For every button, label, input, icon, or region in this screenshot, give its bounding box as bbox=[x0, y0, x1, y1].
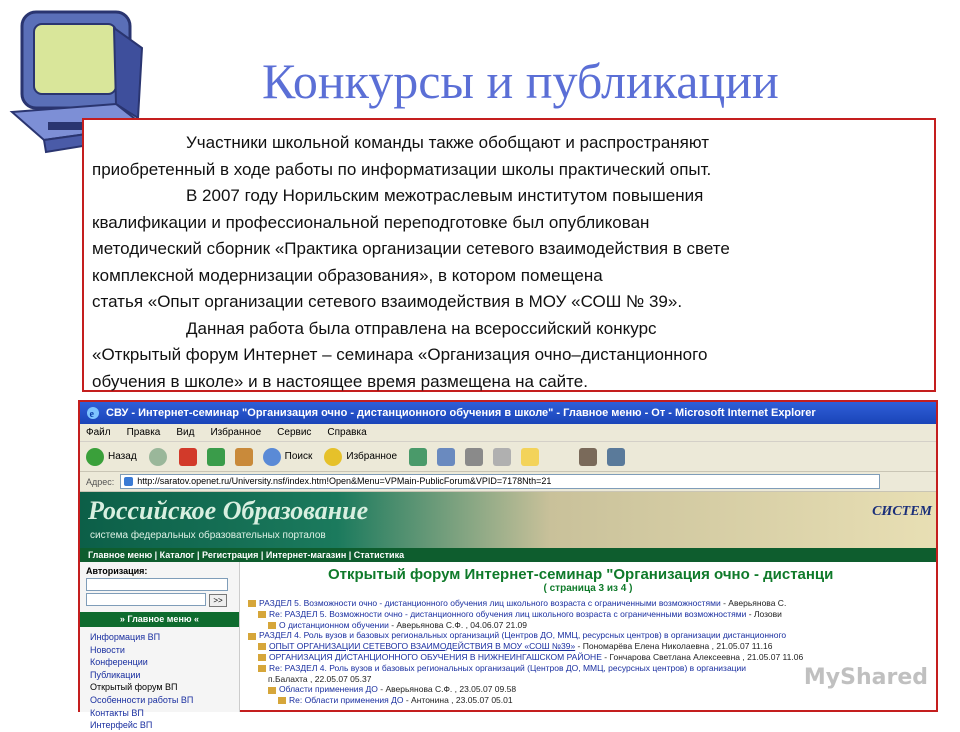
edit-icon[interactable] bbox=[493, 448, 511, 466]
login-button[interactable]: >> bbox=[209, 594, 227, 607]
slide-title: Конкурсы и публикации bbox=[262, 53, 779, 109]
browser-window-title: СВУ - Интернет-семинар "Организация очно - дистанционного обучения в школе" - Главное меню - От - Microsoft Internet Explorer bbox=[106, 407, 816, 419]
refresh-icon[interactable] bbox=[207, 448, 225, 466]
browser-screenshot bbox=[78, 400, 938, 731]
thread-title[interactable]: Re: РАЗДЕЛ 5. Возможности очно - дистанционного обучения лиц школьного возраста с ограниченными возможностями bbox=[269, 608, 747, 619]
thread-meta: - Аверьянова С. bbox=[720, 598, 787, 608]
paragraph-line: методический сборник «Практика организации сетевого взаимодействия в свете bbox=[92, 239, 730, 258]
sidebar-item-news[interactable]: Новости bbox=[90, 644, 125, 655]
folder-icon[interactable] bbox=[521, 448, 539, 466]
forum-thread-row[interactable] bbox=[248, 620, 928, 631]
search-button[interactable] bbox=[263, 448, 313, 466]
site-header bbox=[80, 492, 936, 548]
menu-view[interactable]: Вид bbox=[176, 427, 195, 438]
thread-title[interactable]: Re: РАЗДЕЛ 4. Роль вузов и базовых региональных организаций (Центров ДО, ММЦ, ресурсных центров) в организации bbox=[269, 662, 747, 673]
back-button-label: Назад bbox=[108, 451, 137, 462]
browser-toolbar bbox=[80, 442, 936, 472]
thread-meta: - Аверьянова С.Ф. , 23.05.07 09.58 bbox=[377, 684, 517, 695]
paragraph-line: «Открытый форум Интернет – семинара «Организация очно–дистанционного bbox=[92, 345, 708, 364]
password-row bbox=[86, 593, 233, 608]
paragraph-line: квалификации и профессиональной переподготовке был опубликован bbox=[92, 212, 650, 232]
star-icon bbox=[324, 448, 342, 466]
site-nav-bar[interactable]: Главное меню | Каталог | Регистрация | Интернет-магазин | Статистика bbox=[80, 548, 936, 562]
thread-title[interactable]: ОПЫТ ОРГАНИЗАЦИИ СЕТЕВОГО ВЗАИМОДЕЙСТВИЯ В МОУ «СОШ №39» bbox=[269, 641, 576, 652]
sidebar-item-info[interactable]: Информация ВП bbox=[90, 632, 161, 642]
forum-page-indicator: ( страница 3 из 4 ) bbox=[543, 583, 633, 594]
sidebar-item-interface[interactable]: Интерфейс ВП bbox=[90, 720, 153, 731]
paragraph-line: В 2007 году Норильским межотраслевым институтом повышения bbox=[186, 186, 704, 205]
thread-title[interactable]: Области применения ДО bbox=[279, 684, 378, 695]
thread-icon bbox=[278, 697, 286, 704]
thread-icon bbox=[258, 665, 266, 672]
menu-tools[interactable]: Сервис bbox=[277, 427, 312, 438]
paragraph-line: Данная работа была отправлена на всероссийский конкурс bbox=[186, 318, 657, 338]
address-label: Адрес: bbox=[86, 476, 115, 487]
thread-meta: - Лозови bbox=[746, 608, 782, 619]
menu-favorites[interactable]: Избранное bbox=[210, 427, 262, 438]
internet-explorer-icon bbox=[86, 406, 100, 420]
address-field[interactable]: http://saratov.openet.ru/University.nsf/index.htm!Open&Menu=VPMain-PublicForum&VPID=7178Nth=21 bbox=[120, 474, 880, 489]
browser-menu-bar bbox=[80, 424, 936, 442]
forum-thread-row[interactable] bbox=[248, 695, 928, 706]
thread-icon bbox=[268, 622, 276, 629]
watermark-logo: MyShared bbox=[803, 665, 928, 690]
thread-title[interactable]: ОРГАНИЗАЦИЯ ДИСТАНЦИОННОГО ОБУЧЕНИЯ В НИЖНЕИНГАШСКОМ РАЙОНЕ bbox=[269, 651, 602, 662]
thread-meta: - Пономарёва Елена Николаевна , 21.05.07 11.16 bbox=[575, 641, 773, 652]
sidebar-item-contacts[interactable]: Контакты ВП bbox=[90, 707, 144, 718]
sidebar-item-open-forum[interactable]: Открытый форум ВП bbox=[90, 682, 178, 693]
thread-icon bbox=[258, 654, 266, 661]
slide-text-box bbox=[82, 118, 936, 392]
search-icon bbox=[263, 448, 281, 466]
back-arrow-icon bbox=[86, 448, 104, 466]
thread-meta: - Гончарова Светлана Алексеевна , 21.05.07 11.06 bbox=[601, 651, 804, 662]
paragraph-line: комплексной модернизации образования», в котором помещена bbox=[92, 265, 603, 285]
menu-help[interactable]: Справка bbox=[327, 427, 367, 438]
thread-title[interactable]: РАЗДЕЛ 5. Возможности очно - дистанционного обучения лиц школьного возраста с ограниченными возможностями bbox=[259, 598, 721, 608]
sidebar-item-conferences[interactable]: Конференции bbox=[90, 657, 148, 668]
forward-arrow-icon[interactable] bbox=[149, 448, 167, 466]
thread-title[interactable]: Re: Области применения ДО bbox=[289, 695, 404, 706]
back-button[interactable] bbox=[86, 448, 137, 466]
research-icon[interactable] bbox=[607, 448, 625, 466]
site-sidebar bbox=[80, 562, 240, 731]
print-icon[interactable] bbox=[465, 448, 483, 466]
thread-title[interactable]: О дистанционном обучении bbox=[279, 619, 389, 630]
address-bar bbox=[80, 472, 936, 492]
favorites-button[interactable] bbox=[324, 448, 397, 466]
thread-icon bbox=[258, 611, 266, 618]
thread-title[interactable]: РАЗДЕЛ 4. Роль вузов и базовых региональных организаций (Центров ДО, ММЦ, ресурсных центров) в организации дистанционного bbox=[259, 630, 787, 641]
sidebar-item-features[interactable]: Особенности работы ВП bbox=[90, 694, 194, 705]
menu-file[interactable]: Файл bbox=[86, 427, 111, 438]
paragraph-line: обучения в школе» и в настоящее время размещена на сайте. bbox=[92, 371, 588, 391]
favorites-button-label: Избранное bbox=[346, 451, 398, 462]
site-header-right-text: СИСТЕМ bbox=[872, 504, 932, 519]
browser-title-bar bbox=[80, 402, 936, 424]
menu-edit[interactable]: Правка bbox=[126, 427, 161, 438]
site-subtitle: система федеральных образовательных порталов bbox=[90, 530, 326, 541]
forum-thread-row[interactable] bbox=[248, 598, 928, 609]
paragraph-line: статья «Опыт организации сетевого взаимодействия в МОУ «СОШ № 39». bbox=[92, 292, 683, 311]
stop-icon[interactable] bbox=[179, 448, 197, 466]
thread-icon bbox=[268, 687, 276, 694]
thread-icon bbox=[248, 633, 256, 640]
auth-label: Авторизация: bbox=[86, 566, 148, 576]
thread-icon bbox=[258, 643, 266, 650]
site-logo[interactable]: Российское Образование bbox=[88, 496, 369, 525]
forum-thread-row[interactable] bbox=[248, 609, 928, 620]
forum-thread-row[interactable] bbox=[248, 641, 928, 652]
media-icon[interactable] bbox=[409, 448, 427, 466]
messenger-icon[interactable] bbox=[579, 448, 597, 466]
forum-title: Открытый форум Интернет-семинар "Организация очно - дистанци bbox=[328, 566, 834, 583]
svg-text:e: e bbox=[89, 409, 94, 420]
thread-meta: - Антонина , 23.05.07 05.01 bbox=[403, 695, 513, 706]
search-button-label: Поиск bbox=[284, 451, 313, 462]
main-menu-header[interactable]: » Главное меню « bbox=[80, 612, 239, 627]
paragraph-line: Участники школьной команды также обобщают и распространяют bbox=[186, 133, 710, 152]
paragraph-line: приобретенный в ходе работы по информатизации школы практический опыт. bbox=[92, 159, 712, 179]
forum-thread-row[interactable] bbox=[248, 630, 928, 641]
mail-icon[interactable] bbox=[437, 448, 455, 466]
home-icon[interactable] bbox=[235, 448, 253, 466]
forum-thread-row[interactable] bbox=[248, 652, 928, 663]
sidebar-item-publications[interactable]: Публикации bbox=[90, 669, 141, 680]
thread-meta: п.Балахта , 22.05.07 05.37 bbox=[268, 673, 372, 684]
password-field[interactable] bbox=[86, 593, 206, 606]
thread-icon bbox=[248, 600, 256, 607]
login-field[interactable] bbox=[86, 578, 228, 591]
thread-meta: - Аверьянова С.Ф. , 04.06.07 21.09 bbox=[388, 619, 528, 630]
